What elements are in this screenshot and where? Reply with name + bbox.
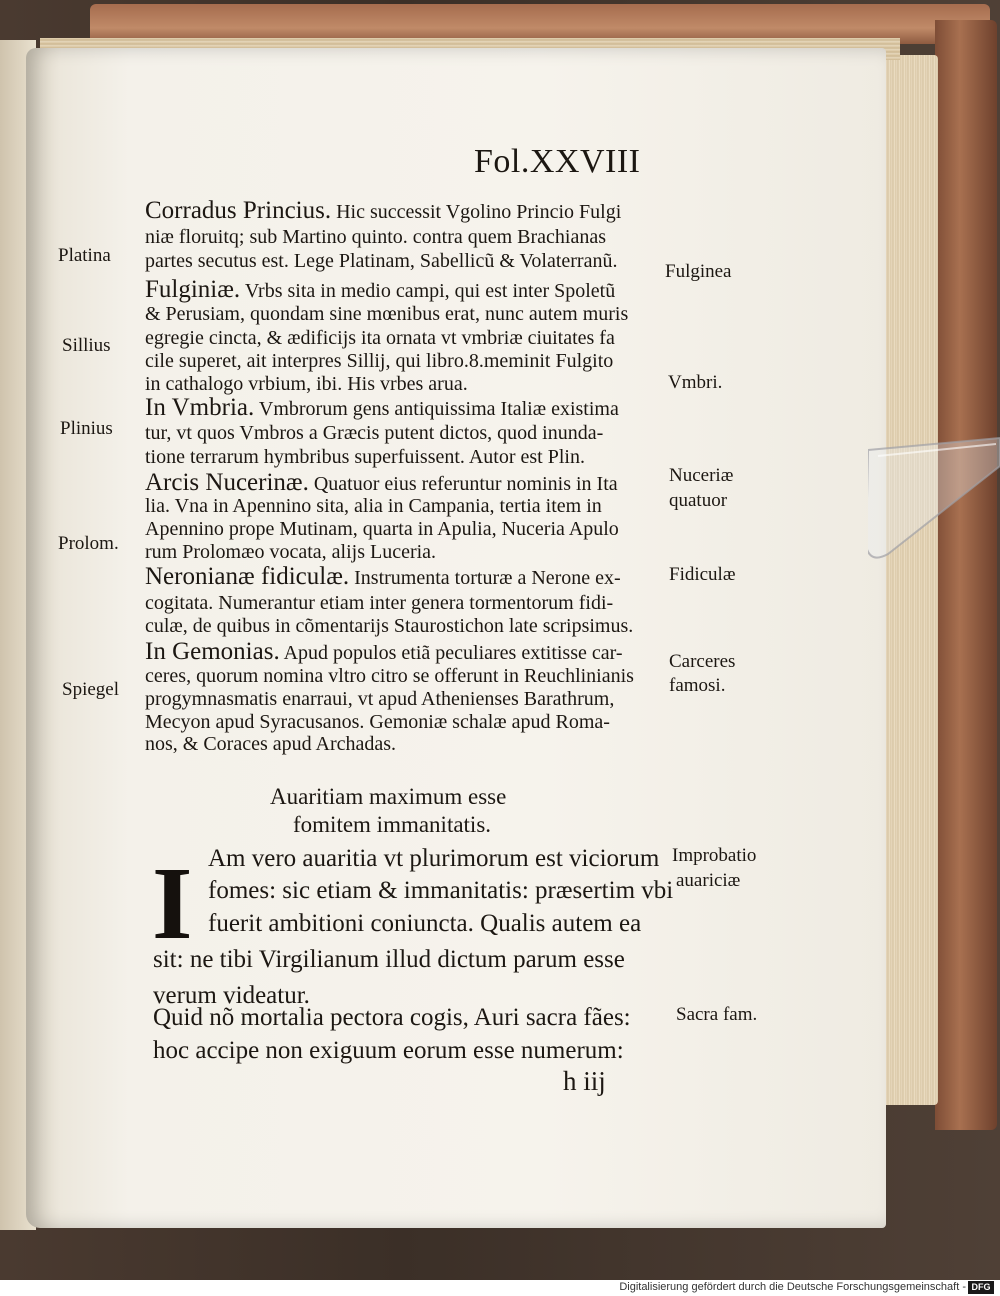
body-line: hoc accipe non exiguum eorum esse numerum: xyxy=(153,1037,624,1064)
entry-line: Mecyon apud Syracusanos. Gemoniæ schalæ apud Roma- xyxy=(145,711,610,733)
entry-line xyxy=(145,197,621,225)
body-line: fuerit ambitioni coniuncta. Qualis autem ea xyxy=(208,910,642,937)
entry-line xyxy=(145,469,618,497)
margin-note-fidiculae: Fidiculæ xyxy=(669,564,736,585)
entry-line: rum Prolomæo vocata, alijs Luceria. xyxy=(145,541,437,563)
drop-cap-initial: I xyxy=(152,846,193,961)
margin-note-auariciae: auariciæ xyxy=(676,870,741,891)
entry-line: niæ floruitq; sub Martino quinto. contra quem Brachianas xyxy=(145,226,607,248)
signature-mark: h iij xyxy=(563,1066,606,1096)
entry-line: ceres, quorum nomina vltro citro se offerunt in Reuchlinianis xyxy=(145,665,634,687)
entry-line: nos, & Coraces apud Archadas. xyxy=(145,733,397,755)
entry-line: partes secutus est. Lege Platinam, Sabellicũ & Volaterranũ. xyxy=(145,250,618,272)
entry-text: Instrumenta torturæ a Nerone ex- xyxy=(354,567,621,589)
section-heading-line-1: Auaritiam maximum esse xyxy=(270,784,507,809)
margin-note-fulginea: Fulginea xyxy=(665,261,732,282)
margin-note-vmbri: Vmbri. xyxy=(668,372,723,393)
body-line: Quid nõ mortalia pectora cogis, Auri sacra fães: xyxy=(153,1004,631,1031)
margin-note-sacra-fames: Sacra fam. xyxy=(676,1004,758,1025)
margin-note-plinius: Plinius xyxy=(60,418,113,439)
entry-line: culæ, de quibus in cõmentarijs Staurostichon late scripsimus. xyxy=(145,615,634,637)
entry-text: Vrbs sita in medio campi, qui est inter Spoletũ xyxy=(244,280,616,302)
body-line: sit: ne tibi Virgilianum illud dictum parum esse xyxy=(153,946,625,973)
margin-note-spiegel: Spiegel xyxy=(62,679,119,700)
body-line: verum videatur. xyxy=(153,982,310,1009)
entry-text: Apud populos etiã peculiares extitisse car- xyxy=(283,642,623,664)
entry-line: Apennino prope Mutinam, quarta in Apulia, Nuceria Apulo xyxy=(145,518,619,540)
margin-note-quatuor: quatuor xyxy=(669,490,728,511)
digitization-credit: Digitalisierung gefördert durch die Deutsche Forschungsgemeinschaft - xyxy=(619,1281,966,1293)
entry-headword: In Gemonias. xyxy=(145,638,280,665)
entry-headword: Arcis Nucerinæ. xyxy=(145,469,309,496)
entry-text: Vmbrorum gens antiquissima Italiæ existima xyxy=(258,398,619,420)
entry-line: cile superet, ait interpres Sillij, qui libro.8.meminit Fulgito xyxy=(145,350,614,372)
margin-note-sillius: Sillius xyxy=(62,335,111,356)
margin-note-famosi: famosi. xyxy=(669,675,726,696)
margin-note-prolom: Prolom. xyxy=(58,533,119,554)
body-line: Am vero auaritia vt plurimorum est viciorum xyxy=(208,845,660,872)
book-cover-right-edge xyxy=(935,20,997,1130)
entry-text: Quatuor eius referuntur nominis in Ita xyxy=(313,473,618,495)
entry-line: tur, vt quos Vmbros a Græcis putent dictos, quod inunda- xyxy=(145,422,604,444)
entry-headword: Neronianæ fidiculæ. xyxy=(145,563,350,590)
entry-headword: In Vmbria. xyxy=(145,394,255,421)
margin-note-platina: Platina xyxy=(58,245,111,266)
entry-line: egregie cincta, & ædificijs ita ornata vt vmbriæ ciuitates fa xyxy=(145,327,615,349)
section-heading-line-2: fomitem immanitatis. xyxy=(293,812,492,837)
entry-line: cogitata. Numerantur etiam inter genera tormentorum fidi- xyxy=(145,592,614,614)
entry-text: Hic successit Vgolino Princio Fulgi xyxy=(336,201,622,223)
entry-line xyxy=(145,563,621,591)
margin-note-improbatio: Improbatio xyxy=(672,845,757,866)
dfg-logo: DFG xyxy=(968,1281,994,1294)
entry-line xyxy=(145,394,619,422)
entry-line: progymnasmatis enarraui, vt apud Athenienses Barathrum, xyxy=(145,688,615,710)
margin-note-carceres: Carceres xyxy=(669,651,736,672)
entry-line: in cathalogo vrbium, ibi. His vrbes arua. xyxy=(145,373,468,395)
entry-headword: Fulginiæ. xyxy=(145,276,241,303)
folio-number: Fol.XXVIII xyxy=(474,143,641,180)
entry-headword: Corradus Princius. xyxy=(145,197,332,224)
body-line: fomes: sic etiam & immanitatis: præsertim vbi xyxy=(208,877,674,904)
entry-line: & Perusiam, quondam sine mœnibus erat, nunc autem muris xyxy=(145,303,629,325)
entry-line xyxy=(145,638,623,666)
entry-line: lia. Vna in Apennino sita, alia in Campania, tertia item in xyxy=(145,495,602,517)
transparent-page-marker xyxy=(868,436,1000,566)
entry-line: tione terrarum hymbribus superfuissent. Autor est Plin. xyxy=(145,446,585,468)
entry-line xyxy=(145,276,615,304)
margin-note-nuceriae: Nuceriæ xyxy=(669,465,734,486)
